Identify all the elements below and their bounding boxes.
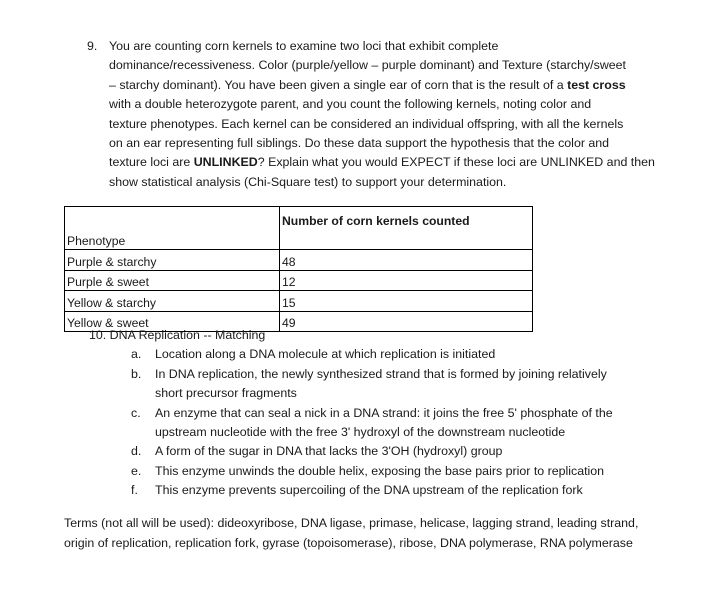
- item-text: A form of the sugar in DNA that lacks the 3'OH (hydroxyl) group: [155, 444, 503, 459]
- item-text: An enzyme that can seal a nick in a DNA strand: it joins the free 5' phosphate of the upstream nucleotide with the free 3' hydroxyl of the downstream nucleotide: [155, 405, 613, 440]
- item-text: This enzyme unwinds the double helix, exposing the base pairs prior to replication: [155, 463, 605, 478]
- phenotype-table: [64, 206, 533, 332]
- header-count: Number of corn kernels counted: [280, 207, 533, 250]
- list-item: [131, 442, 635, 461]
- count-cell: 48: [280, 250, 533, 271]
- phenotype-cell: Yellow & sweet: [65, 311, 280, 332]
- item-letter: d.: [131, 444, 142, 459]
- bold-term: UNLINKED: [193, 155, 258, 170]
- question-9-text: [109, 37, 667, 192]
- phenotype-cell: Yellow & starchy: [65, 291, 280, 312]
- phenotype-cell: Purple & starchy: [65, 250, 280, 271]
- list-item: [131, 404, 635, 443]
- bold-term: test cross: [567, 77, 626, 92]
- item-letter: a.: [131, 347, 142, 362]
- text-span: – starchy dominant). You have been given a single ear of corn that is the result of a: [109, 77, 568, 92]
- text-span: ? Explain what you would EXPECT if these loci are UNLINKED and then: [257, 155, 655, 170]
- text-line: dominance/recessiveness. Color (purple/yellow – purple dominant) and Texture (starchy/sweet: [109, 58, 626, 73]
- question-9: [87, 37, 667, 192]
- text-line: with a double heterozygote parent, and you count the following kernels, noting color and: [109, 97, 592, 112]
- text-span: texture loci are: [109, 155, 194, 170]
- text-line: [109, 76, 667, 95]
- item-letter: c.: [131, 405, 141, 420]
- text-line: You are counting corn kernels to examine two loci that exhibit complete: [109, 39, 499, 53]
- item-text: In DNA replication, the newly synthesized strand that is formed by joining relatively short precursor fragments: [155, 366, 607, 401]
- count-cell: 49: [280, 311, 533, 332]
- text-line: [109, 153, 667, 172]
- phenotype-cell: Purple & sweet: [65, 270, 280, 291]
- text-line: show statistical analysis (Chi-Square test) to support your determination.: [109, 174, 507, 189]
- item-letter: e.: [131, 463, 142, 478]
- table-header-row: [65, 207, 533, 250]
- list-item: [131, 365, 635, 404]
- item-letter: f.: [131, 483, 138, 498]
- table-row: [65, 291, 533, 312]
- item-text: This enzyme prevents supercoiling of the DNA upstream of the replication fork: [155, 483, 583, 498]
- question-10-title: 10. DNA Replication -- Matching: [89, 328, 266, 342]
- list-item: [131, 462, 635, 481]
- table-row: [65, 270, 533, 291]
- matching-list: [131, 345, 669, 500]
- terms-list: Terms (not all will be used): dideoxyribose, DNA ligase, primase, helicase, lagging strand, leading strand, origin of replication, replication fork, gyrase (topoisomerase), ribose, DNA polymerase, RNA polymerase: [64, 516, 639, 550]
- text-line: texture phenotypes. Each kernel can be considered an individual offspring, with all the kernels: [109, 116, 624, 131]
- count-cell: 12: [280, 270, 533, 291]
- question-number: 9.: [87, 39, 98, 53]
- list-item: [131, 345, 635, 364]
- item-text: Location along a DNA molecule at which replication is initiated: [155, 347, 496, 362]
- list-item: [131, 481, 635, 500]
- text-line: on an ear representing full siblings. Do these data support the hypothesis that the color and: [109, 136, 610, 151]
- table-row: [65, 250, 533, 271]
- item-letter: b.: [131, 366, 142, 381]
- question-10: [89, 326, 669, 501]
- header-phenotype: Phenotype: [65, 207, 280, 250]
- count-cell: 15: [280, 291, 533, 312]
